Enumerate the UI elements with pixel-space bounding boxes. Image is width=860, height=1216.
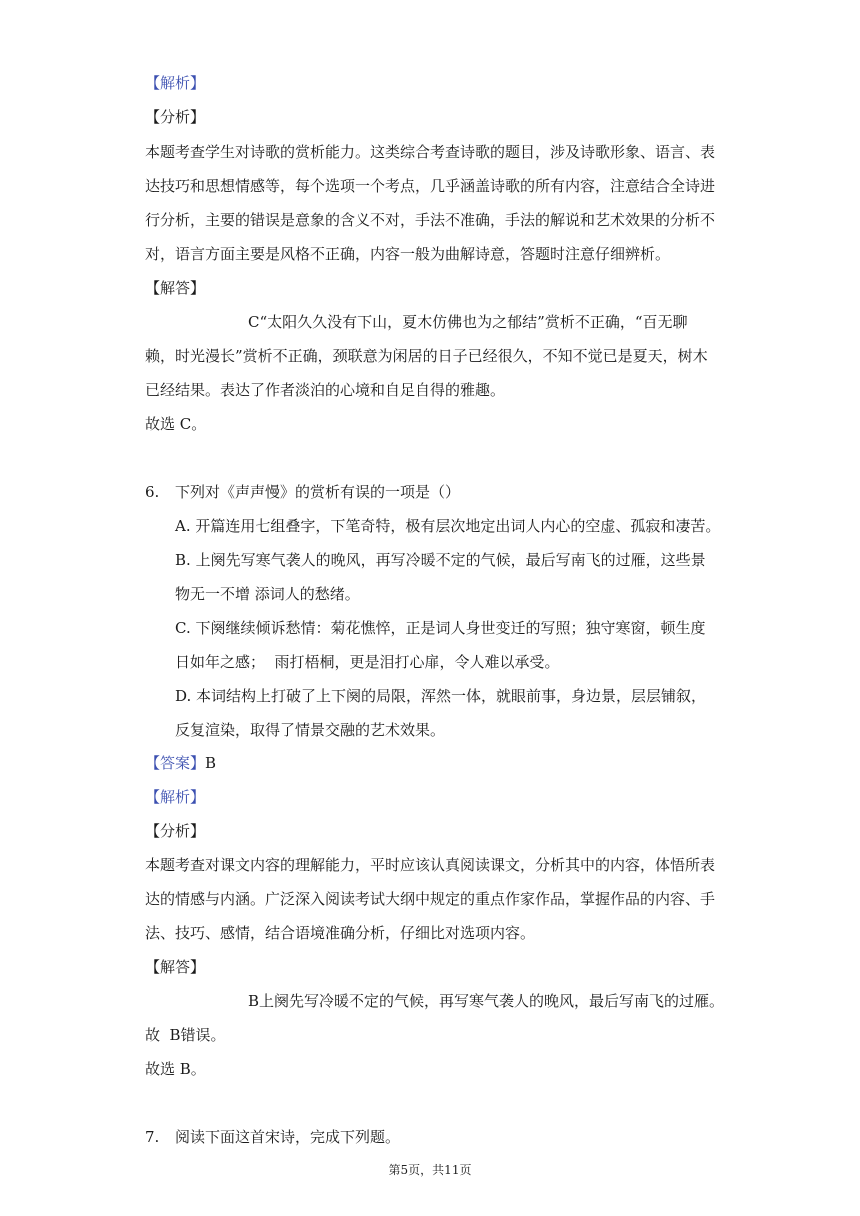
q6-option-a bbox=[175, 515, 720, 537]
q6-fenxi-line-3: 法、技巧、感情，结合语境准确分析，仔细比对选项内容。 bbox=[145, 924, 536, 942]
q6-fenxi-line-1: 本题考查对课文内容的理解能力，平时应该认真阅读课文，分析其中的内容，体悟所表 bbox=[145, 856, 716, 874]
q6-option-d bbox=[175, 685, 706, 707]
q5-fenxi-tag: 【分析】 bbox=[145, 108, 206, 126]
option-text: 本词结构上打破了上下阕的局限，浑然一体，就眼前事，身边景，层层铺叙， bbox=[196, 687, 707, 705]
option-text: 下阕继续倾诉愁情：菊花憔悴，正是词人身世变迁的写照；独守寒窗，顿生度 bbox=[195, 619, 706, 637]
q6-option-d-cont: 反复渲染，取得了情景交融的艺术效果。 bbox=[175, 721, 446, 739]
q5-jieda-line-1: C“太阳久久没有下山，夏木仿佛也为之郁结”赏析不正确，“百无聊 bbox=[248, 313, 688, 331]
q6-option-b-cont: 物无一不增 添词人的愁绪。 bbox=[175, 585, 360, 603]
q5-jieda-line-2: 赖，时光漫长”赏析不正确，颈联意为闲居的日子已经很久，不知不觉已是夏天，树木 bbox=[145, 347, 708, 365]
option-letter: A. bbox=[175, 517, 191, 535]
option-text: 开篇连用七组叠字，下笔奇特，极有层次地定出词人内心的空虚、孤寂和凄苦。 bbox=[195, 517, 721, 535]
q6-option-c bbox=[175, 617, 706, 639]
option-letter: C. bbox=[175, 619, 191, 637]
q5-fenxi-line-3: 行分析，主要的错误是意象的含义不对，手法不准确，手法的解说和艺术效果的分析不 bbox=[145, 211, 716, 229]
q6-fenxi-tag: 【分析】 bbox=[145, 822, 206, 840]
q6-number: 6. bbox=[145, 483, 160, 501]
q5-jieda-tag: 【解答】 bbox=[145, 279, 206, 297]
q5-jiexi-tag: 【解析】 bbox=[145, 74, 206, 92]
q6-option-b bbox=[175, 549, 706, 571]
q5-fenxi-line-2: 达技巧和思想情感等，每个选项一个考点，几乎涵盖诗歌的所有内容，注意结合全诗进 bbox=[145, 177, 716, 195]
q6-fenxi-line-2: 达的情感与内涵。广泛深入阅读考试大纲中规定的重点作家作品，掌握作品的内容、手 bbox=[145, 890, 716, 908]
option-text: 上阕先写寒气袭人的晚风，再写冷暖不定的气候，最后写南飞的过雁，这些景 bbox=[195, 551, 706, 569]
page-footer: 第5页，共11页 bbox=[388, 1163, 472, 1177]
answer-tag: 【答案】 bbox=[145, 754, 206, 772]
q5-conclusion: 故选 C。 bbox=[145, 415, 207, 433]
q5-fenxi-line-4: 对，语言方面主要是风格不正确，内容一般为曲解诗意，答题时注意仔细辨析。 bbox=[145, 245, 671, 263]
q6-stem: 下列对《声声慢》的赏析有误的一项是（） bbox=[175, 483, 461, 501]
answer-value: B bbox=[205, 754, 217, 772]
option-letter: D. bbox=[175, 687, 192, 705]
q5-fenxi-line-1: 本题考查学生对诗歌的赏析能力。这类综合考查诗歌的题目，涉及诗歌形象、语言、表 bbox=[145, 143, 716, 161]
q7-number: 7. bbox=[145, 1128, 160, 1146]
q6-jieda-tag: 【解答】 bbox=[145, 958, 206, 976]
q7-stem: 阅读下面这首宋诗，完成下列题。 bbox=[175, 1128, 401, 1146]
option-letter: B. bbox=[175, 551, 191, 569]
q6-jieda-line-2: 故 B错误。 bbox=[145, 1026, 226, 1044]
q5-jieda-line-3: 已经结果。表达了作者淡泊的心境和自足自得的雅趣。 bbox=[145, 381, 506, 399]
q6-conclusion: 故选 B。 bbox=[145, 1060, 206, 1078]
q6-answer bbox=[145, 752, 216, 774]
q6-jiexi-tag: 【解析】 bbox=[145, 788, 206, 806]
q6-jieda-line-1: B上阕先写冷暖不定的气候，再写寒气袭人的晚风，最后写南飞的过雁。 bbox=[248, 992, 725, 1010]
q6-option-c-cont: 日如年之感； 雨打梧桐，更是泪打心扉，令人难以承受。 bbox=[175, 653, 560, 671]
